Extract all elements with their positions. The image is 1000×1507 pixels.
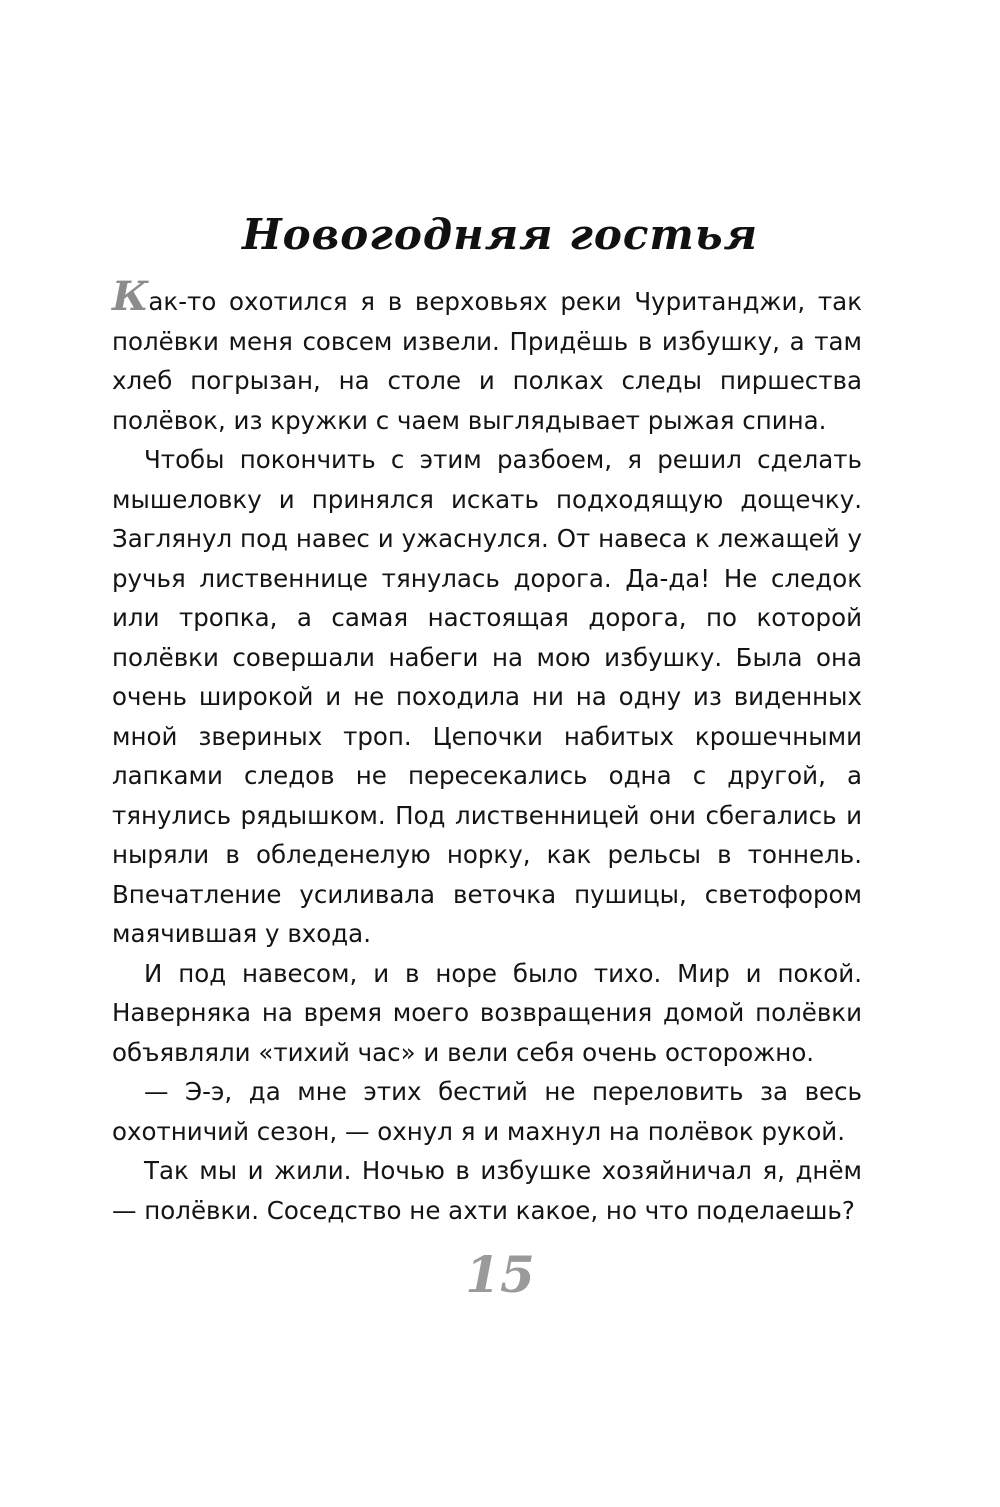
body-text [112,273,862,1230]
paragraph-text: ак-то охотился я в верховьях реки Чуританджи, так полёвки меня совсем извели. Придёшь в избушку, а там хлеб погрызан, на столе и полках следы пиршества полёвок, из кружки с чаем выглядывает рыжая спина. [112,287,862,435]
paragraph: Так мы и жили. Ночью в избушке хозяйничал я, днём — полёвки. Соседство не ахти какое, но что поделаешь? [112,1156,862,1225]
paragraph: И под навесом, и в норе было тихо. Мир и покой. Наверняка на время моего возвращения домой полёвки объявляли «тихий час» и вели себя очень осторожно. [112,958,862,1067]
paragraph: Чтобы покончить с этим разбоем, я решил сделать мышеловку и принялся искать подходящую дощечку. Заглянул под навес и ужаснулся. От навеса к лежащей у ручья лиственнице тянулась дорога. Да-да! Не следок или тропка, а самая настоящая дорога, по которой полёвки совершали набеги на мою избушку. Была она очень широкой и не походила ни на одну из виденных мной звериных троп. Цепочки набитых крошечными лапками следов не пересекались одна с другой, а тянулись рядышком. Под лиственницей они сбегались и ныряли в обледенелую норку, как рельсы в тоннель. Впечатление усиливала веточка пушицы, светофором маячившая у входа. [112,445,862,948]
chapter-title: Новогодняя гостья [241,210,759,259]
page-number: 15 [465,1245,535,1304]
paragraph [112,273,862,440]
drop-cap-letter: К [112,273,149,320]
paragraph: — Э-э, да мне этих бестий не переловить за весь охотничий сезон, — охнул я и махнул на полёвок рукой. [112,1077,862,1146]
